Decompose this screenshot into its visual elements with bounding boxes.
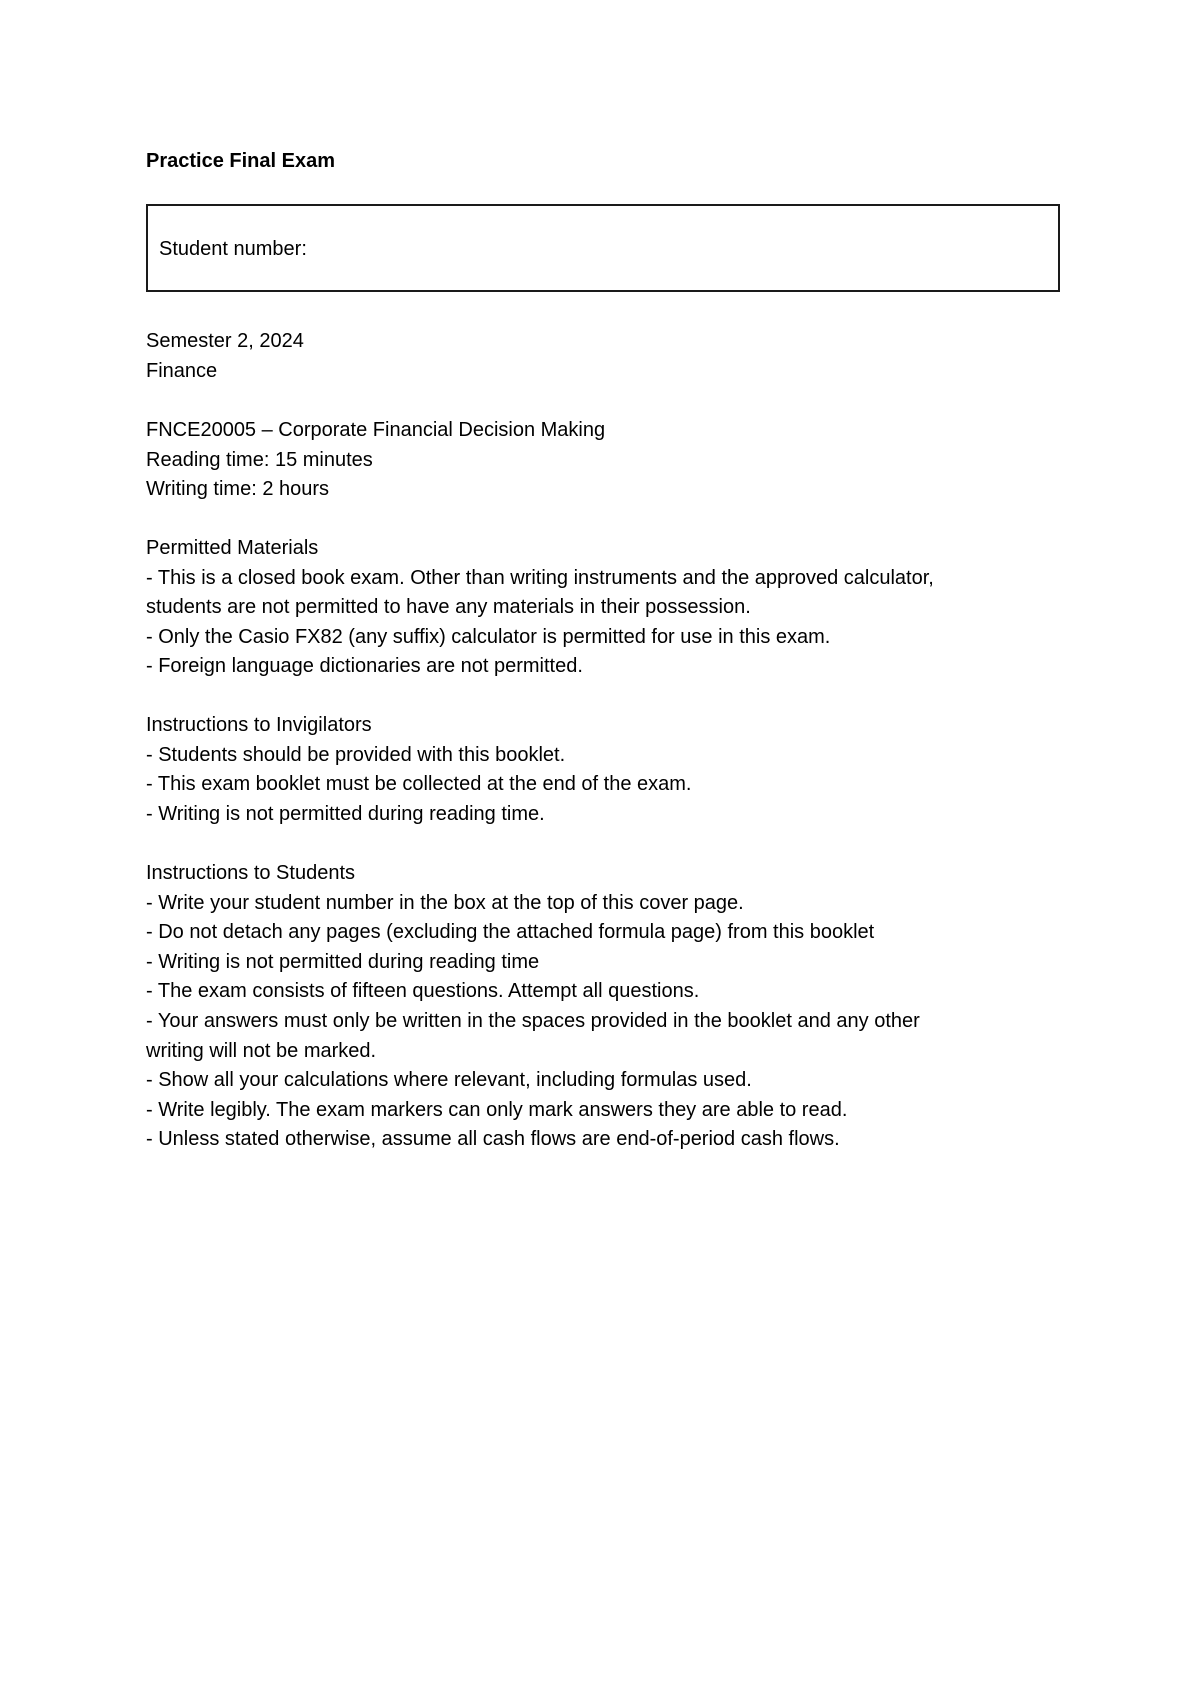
section-heading: Instructions to Students (146, 862, 356, 884)
writing-time: Writing time: 2 hours (146, 478, 330, 501)
invigilator-instructions-section (146, 711, 1066, 829)
student-instructions-section (146, 859, 1066, 1155)
instruction-line: - Show all your calculations where relevant, including formulas used. (146, 1069, 752, 1092)
student-number-label: Student number: (159, 238, 307, 260)
instruction-line: - Students should be provided with this booklet. (146, 743, 566, 766)
instruction-line: - Your answers must only be written in the spaces provided in the booklet and any other (146, 1009, 920, 1032)
instruction-line: - Writing is not permitted during reading time. (146, 802, 545, 825)
instruction-line: - Writing is not permitted during reading time (146, 950, 540, 973)
section-heading: Permitted Materials (146, 537, 319, 559)
instruction-line: - This exam booklet must be collected at the end of the exam. (146, 773, 692, 796)
semester-text: Semester 2, 2024 (146, 330, 304, 352)
course-name: FNCE20005 – Corporate Financial Decision Making (146, 419, 606, 441)
department-text: Finance (146, 359, 218, 382)
permitted-materials-section (146, 534, 1066, 682)
page-title: Practice Final Exam (146, 150, 335, 172)
section-heading: Instructions to Invigilators (146, 714, 372, 736)
instruction-line: - Do not detach any pages (excluding the attached formula page) from this booklet (146, 921, 875, 944)
exam-meta (146, 327, 1066, 386)
instruction-line: students are not permitted to have any materials in their possession. (146, 596, 751, 619)
instruction-line: - Foreign language dictionaries are not permitted. (146, 655, 583, 678)
reading-time: Reading time: 15 minutes (146, 448, 373, 471)
instruction-line: - Unless stated otherwise, assume all cash flows are end-of-period cash flows. (146, 1128, 840, 1151)
instruction-line: writing will not be marked. (146, 1039, 377, 1062)
instruction-line: - Only the Casio FX82 (any suffix) calculator is permitted for use in this exam. (146, 625, 831, 648)
student-number-box[interactable] (146, 204, 1060, 292)
instruction-line: - This is a closed book exam. Other than writing instruments and the approved calculator, (146, 566, 934, 589)
instruction-line: - Write your student number in the box at the top of this cover page. (146, 891, 744, 914)
course-details (146, 416, 1066, 505)
instruction-line: - The exam consists of fifteen questions. Attempt all questions. (146, 980, 700, 1003)
instruction-line: - Write legibly. The exam markers can only mark answers they are able to read. (146, 1098, 848, 1121)
